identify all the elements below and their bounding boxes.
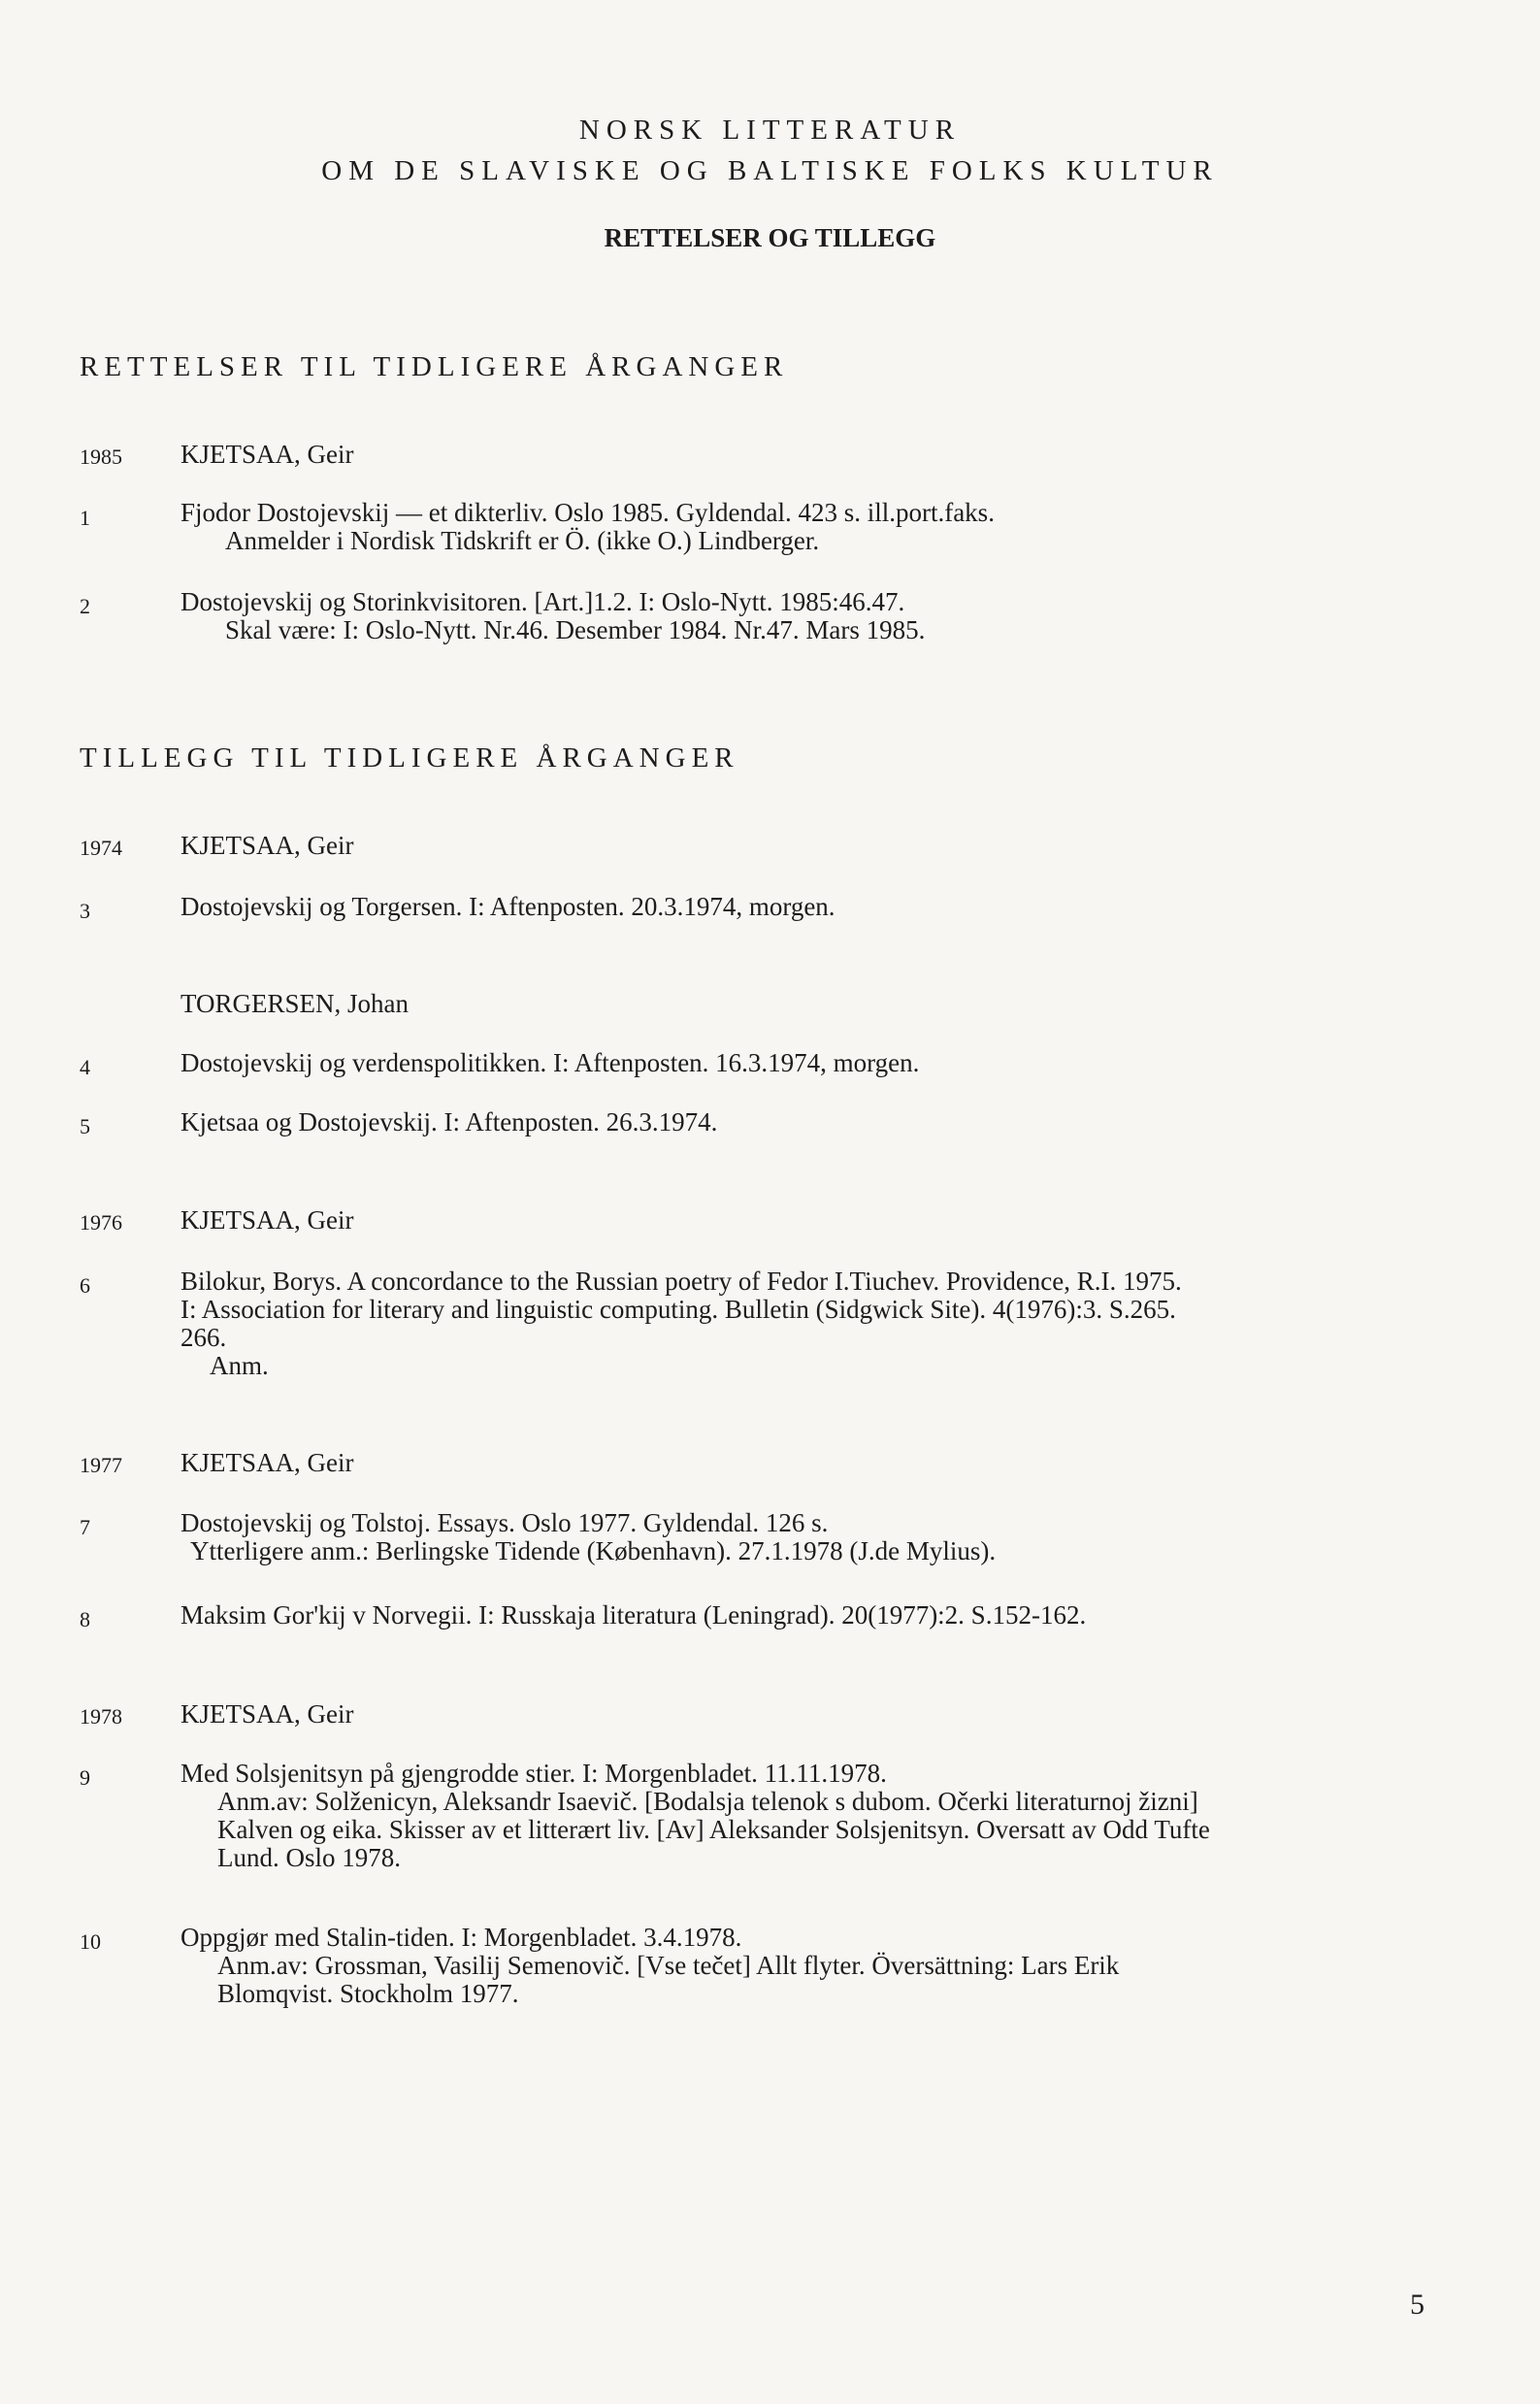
entry-line: I: Association for literary and linguistic computing. Bulletin (Sidgwick Site). 4(1976):3. S.265. xyxy=(180,1295,1176,1324)
entry-line: Dostojevskij og Storinkvisitoren. [Art.]1.2. I: Oslo-Nytt. 1985:46.47. xyxy=(180,587,905,616)
entry-note: Anmelder i Nordisk Tidskrift er Ö. (ikke O.) Lindberger. xyxy=(225,526,820,555)
author-name: KJETSAA, Geir xyxy=(180,1699,354,1729)
bibliography-entry xyxy=(180,588,1374,644)
entry-note: Blomqvist. Stockholm 1977. xyxy=(217,1979,519,2008)
entry-line: Dostojevskij og Torgersen. I: Aftenposten. 20.3.1974, morgen. xyxy=(180,892,836,921)
entry-number: 2 xyxy=(80,594,90,618)
entry-note: Skal være: I: Oslo-Nytt. Nr.46. Desember 1984. Nr.47. Mars 1985. xyxy=(225,615,926,644)
entry-number: 6 xyxy=(80,1273,90,1298)
author-name: KJETSAA, Geir xyxy=(180,1448,354,1477)
entry-number: 7 xyxy=(80,1515,90,1539)
year-label: 1977 xyxy=(80,1453,122,1477)
author-name: KJETSAA, Geir xyxy=(180,1205,354,1235)
year-label: 1978 xyxy=(80,1704,122,1729)
entry-number: 8 xyxy=(80,1607,90,1631)
entry-number: 1 xyxy=(80,506,90,530)
year-label: 1974 xyxy=(80,836,122,860)
bibliography-entry xyxy=(180,1049,1374,1077)
entry-note: Ytterligere anm.: Berlingske Tidende (København). 27.1.1978 (J.de Mylius). xyxy=(190,1536,997,1565)
page-title-line1: NORSK LITTERATUR xyxy=(578,115,962,146)
section-heading-rettelser: RETTELSER TIL TIDLIGERE ÅRGANGER xyxy=(80,351,789,382)
entry-line: Maksim Gor'kij v Norvegii. I: Russkaja literatura (Leningrad). 20(1977):2. S.152-162. xyxy=(180,1600,1087,1630)
bibliography-entry xyxy=(180,1924,1374,2008)
entry-line: Bilokur, Borys. A concordance to the Russian poetry of Fedor I.Tiuchev. Providence, R.I. 1975. xyxy=(180,1267,1182,1296)
entry-note: Anm.av: Solženicyn, Aleksandr Isaevič. [Bodalsja telenok s dubom. Očerki literaturnoj žizni] xyxy=(217,1787,1198,1816)
entry-line: Dostojevskij og verdenspolitikken. I: Aftenposten. 16.3.1974, morgen. xyxy=(180,1048,920,1077)
author-name: KJETSAA, Geir xyxy=(180,440,354,469)
bibliography-entry xyxy=(180,1601,1374,1630)
entry-note: Anm.av: Grossman, Vasilij Semenovič. [Vse tečet] Allt flyter. Översättning: Lars Erik xyxy=(217,1951,1120,1980)
year-label: 1985 xyxy=(80,445,122,469)
entry-number: 10 xyxy=(80,1929,101,1954)
entry-line: Kjetsaa og Dostojevskij. I: Aftenposten. 26.3.1974. xyxy=(180,1107,718,1136)
year-label: 1976 xyxy=(80,1210,122,1235)
page-number: 5 xyxy=(1410,2289,1425,2321)
bibliography-entry xyxy=(180,1509,1374,1565)
bibliography-entry xyxy=(180,893,1374,921)
entry-number: 5 xyxy=(80,1114,90,1138)
bibliography-entry xyxy=(180,1108,1374,1136)
entry-number: 4 xyxy=(80,1055,90,1079)
entry-number: 3 xyxy=(80,899,90,923)
entry-note: Anm. xyxy=(210,1351,269,1380)
entry-note: Lund. Oslo 1978. xyxy=(217,1843,401,1872)
entry-number: 9 xyxy=(80,1765,90,1790)
entry-line: Dostojevskij og Tolstoj. Essays. Oslo 1977. Gyldendal. 126 s. xyxy=(180,1508,829,1537)
page-title-line2: OM DE SLAVISKE OG BALTISKE FOLKS KULTUR xyxy=(321,155,1219,186)
entry-line: 266. xyxy=(180,1323,227,1352)
bibliography-entry xyxy=(180,1760,1374,1872)
section-heading-tillegg: TILLEGG TIL TIDLIGERE ÅRGANGER xyxy=(80,742,739,774)
author-name: KJETSAA, Geir xyxy=(180,831,354,860)
entry-line: Fjodor Dostojevskij — et dikterliv. Oslo 1985. Gyldendal. 423 s. ill.port.faks. xyxy=(180,498,995,527)
page-subtitle: RETTELSER OG TILLEGG xyxy=(604,223,936,252)
bibliography-entry xyxy=(180,499,1374,555)
entry-line: Med Solsjenitsyn på gjengrodde stier. I: Morgenbladet. 11.11.1978. xyxy=(180,1759,887,1788)
bibliography-entry xyxy=(180,1268,1374,1380)
author-name: TORGERSEN, Johan xyxy=(180,989,410,1018)
entry-line: Oppgjør med Stalin-tiden. I: Morgenbladet. 3.4.1978. xyxy=(180,1923,742,1952)
entry-note: Kalven og eika. Skisser av et litterært liv. [Av] Aleksander Solsjenitsyn. Oversatt av Odd Tufte xyxy=(217,1815,1210,1844)
